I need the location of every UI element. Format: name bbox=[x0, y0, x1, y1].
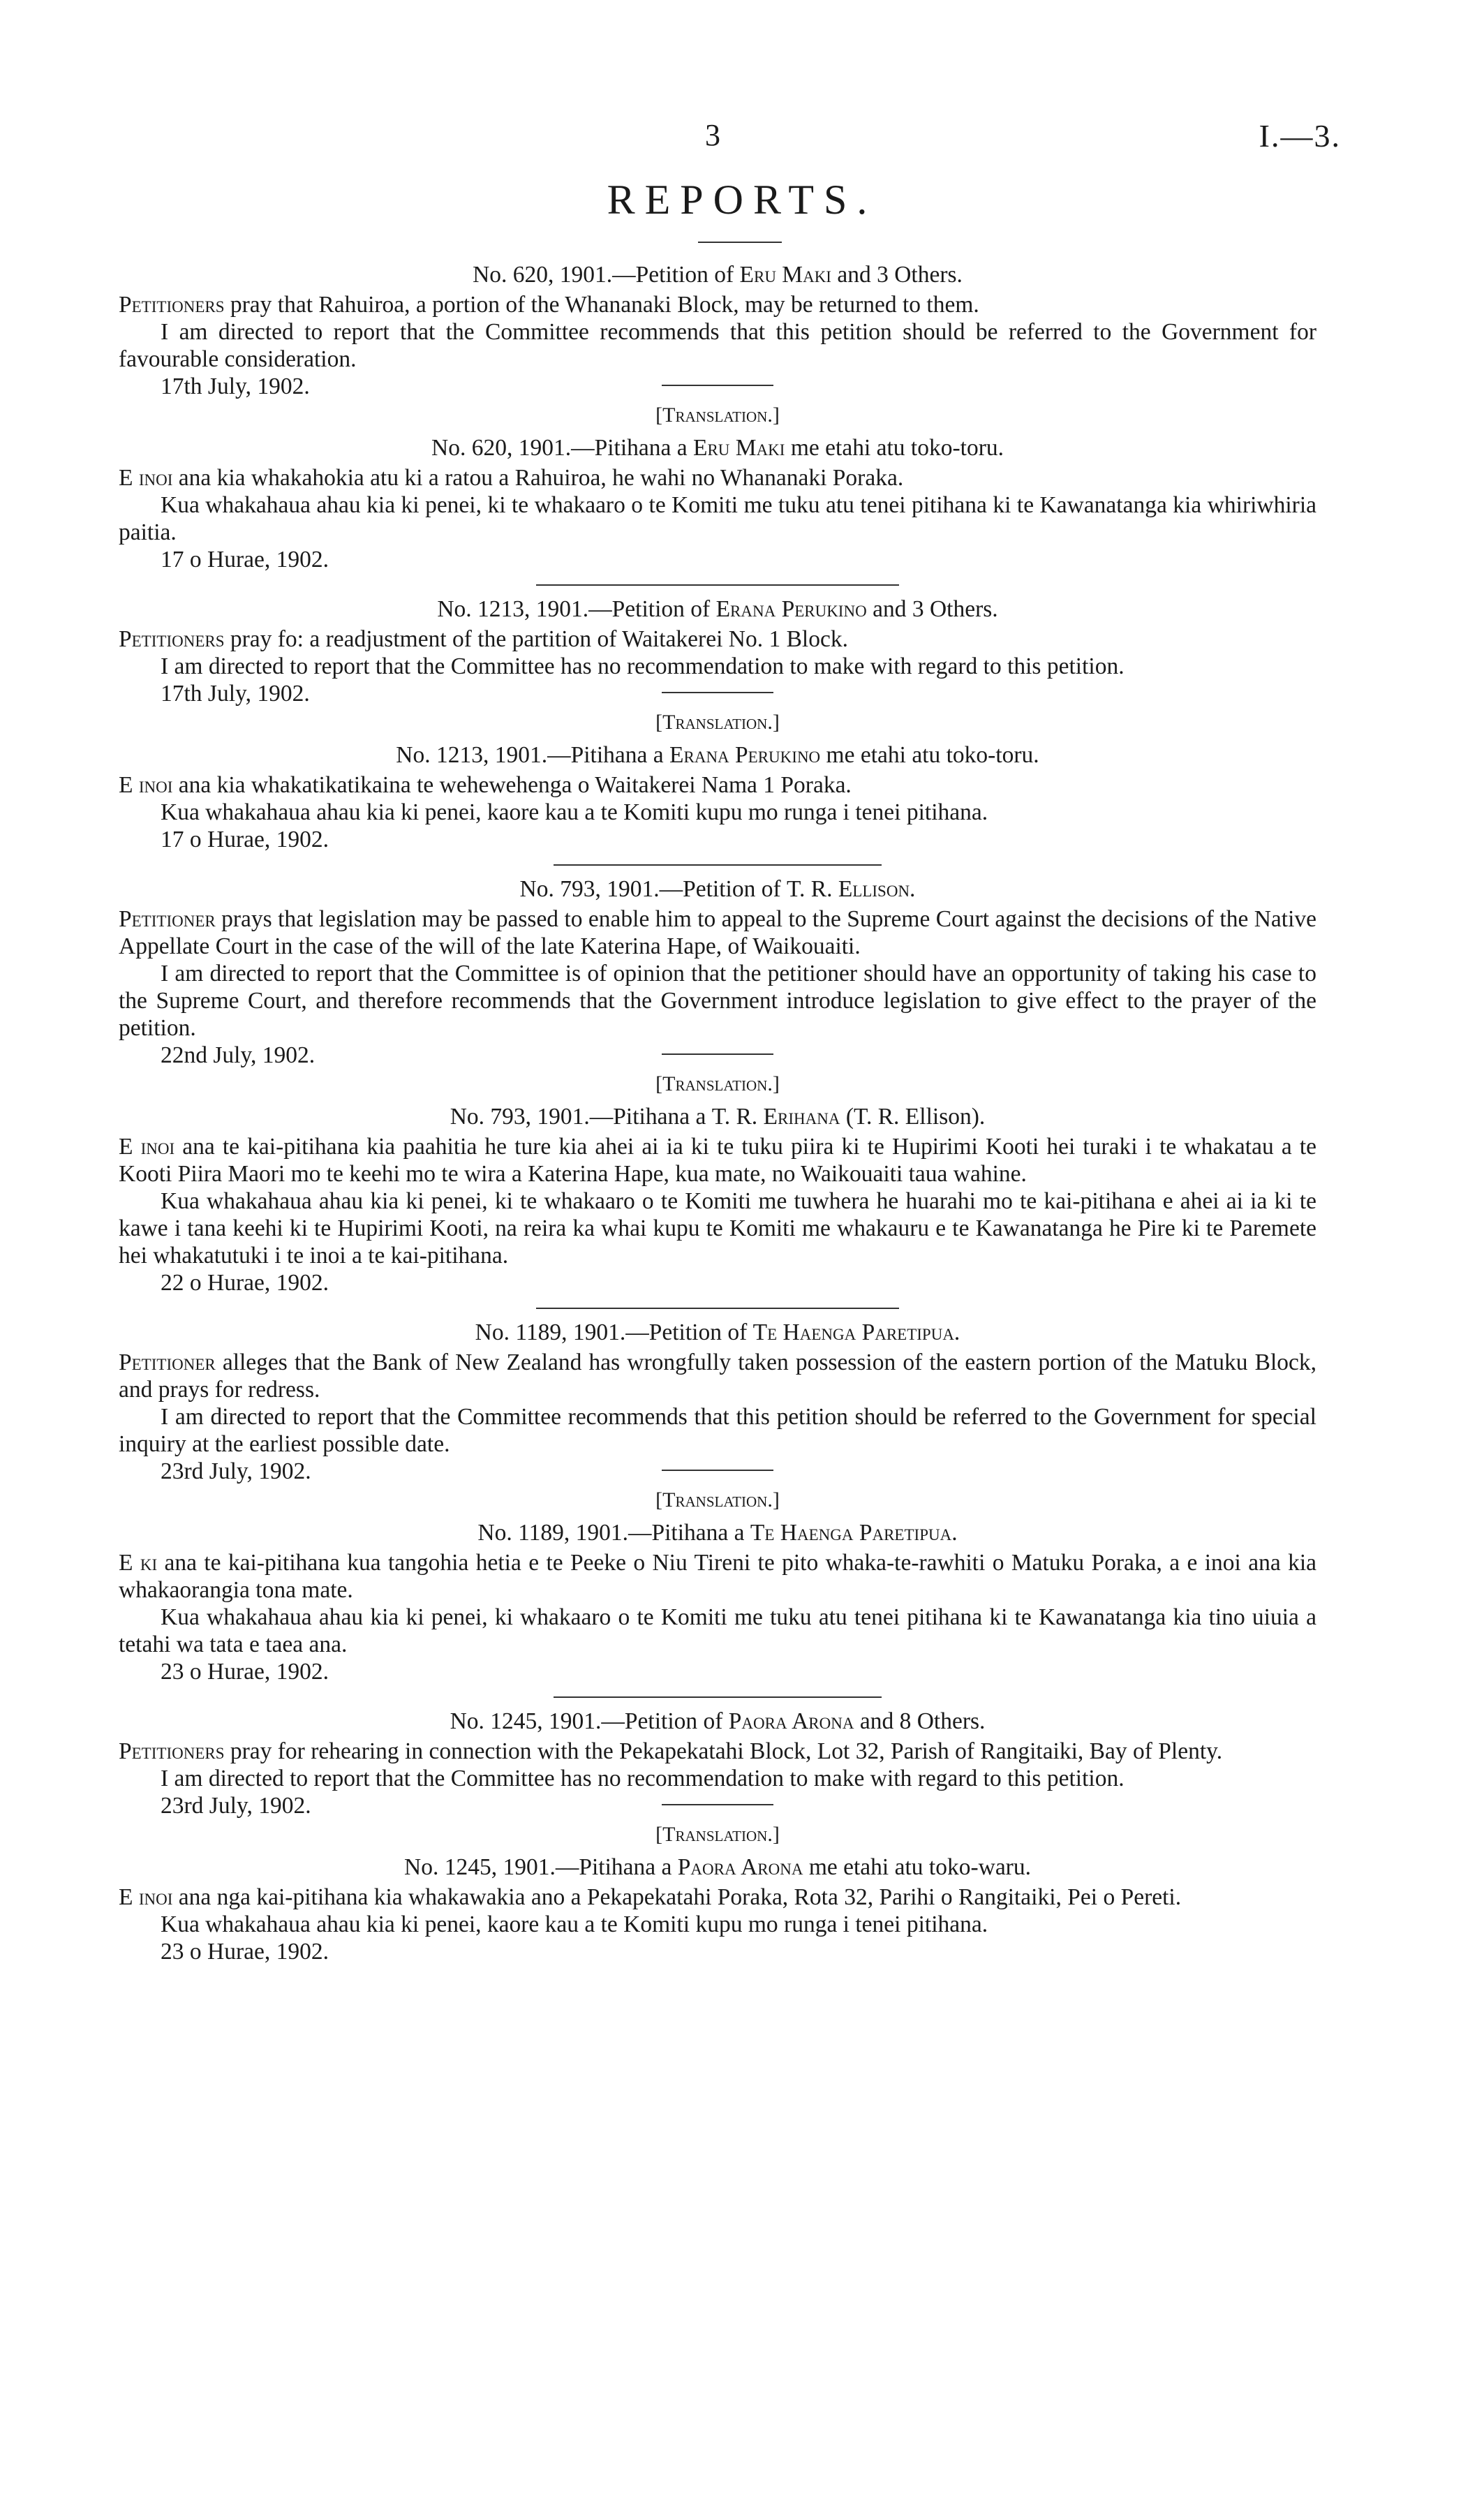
page-title: REPORTS. bbox=[607, 177, 877, 223]
summary-text: alleges that the Bank of New Zealand has wrongfully taken possession of the eastern portion of the Matuku Block, and prays for redress. bbox=[119, 1349, 1316, 1403]
petition-section bbox=[119, 261, 1316, 573]
summary-text: pray for rehearing in connection with the Pekapekatahi Block, Lot 32, Parish of Rangitaiki, Bay of Plenty. bbox=[230, 1738, 1223, 1764]
heading-suffix: and 3 Others. bbox=[837, 262, 963, 288]
tr-heading-suffix: me etahi atu toko-waru. bbox=[808, 1854, 1031, 1880]
heading-number: No. 620, 1901.—Petition of bbox=[473, 262, 734, 288]
section-divider bbox=[536, 1308, 899, 1309]
translation-heading bbox=[119, 1519, 1316, 1546]
heading-suffix: and 8 Others. bbox=[859, 1708, 986, 1734]
section-divider bbox=[554, 864, 882, 866]
translation-heading bbox=[119, 1103, 1316, 1130]
petition-heading bbox=[119, 1319, 1316, 1346]
heading-number: No. 1213, 1901.—Petition of bbox=[437, 596, 711, 622]
title-rule bbox=[698, 242, 782, 243]
short-rule bbox=[662, 1053, 773, 1055]
heading-number: No. 793, 1901.—Petition of bbox=[519, 876, 781, 902]
lead-word: Petitioner bbox=[119, 1349, 216, 1375]
translation-label bbox=[119, 1486, 1316, 1514]
tr-petitioner-name: Te Haenga Paretipua. bbox=[750, 1520, 958, 1546]
tr-summary-text: ana kia whakatikatikaina te wehewehenga o Waitakerei Nama 1 Poraka. bbox=[178, 772, 852, 798]
translation-heading bbox=[119, 1854, 1316, 1881]
tr-lead-word: E ki bbox=[119, 1550, 158, 1576]
petition-heading bbox=[119, 1708, 1316, 1735]
tr-heading-number: No. 1245, 1901.—Pitihana a bbox=[404, 1854, 672, 1880]
petition-heading bbox=[119, 261, 1316, 288]
translation-heading bbox=[119, 434, 1316, 461]
translation-label-text: [Translation.] bbox=[655, 711, 780, 734]
short-rule bbox=[662, 692, 773, 693]
translation-report: Kua whakahaua ahau kia ki penei, ki te whakaaro o te Komiti me tuku atu tenei pitihana ki te Kawanatanga kia whiriwhiria paitia. bbox=[119, 492, 1316, 545]
report-date: 22nd July, 1902. bbox=[161, 1042, 316, 1068]
translation-label bbox=[119, 1821, 1316, 1848]
translation-label-text: [Translation.] bbox=[655, 1488, 780, 1511]
section-divider bbox=[536, 584, 899, 586]
petition-summary bbox=[119, 626, 1316, 653]
report-date: 17th July, 1902. bbox=[161, 374, 310, 399]
translation-date: 17 o Hurae, 1902. bbox=[161, 827, 329, 852]
lead-word: Petitioners bbox=[119, 1738, 225, 1764]
heading-number: No. 1189, 1901.—Petition of bbox=[475, 1319, 748, 1345]
translation-label bbox=[119, 709, 1316, 736]
tr-heading-number: No. 1213, 1901.—Pitihana a bbox=[396, 742, 664, 768]
tr-heading-suffix: me etahi atu toko-toru. bbox=[790, 435, 1004, 461]
summary-text: prays that legislation may be passed to enable him to appeal to the Supreme Court against the decisions of the Native Appellate Court in the case of the will of the late Katerina Hape, of Waikouaiti. bbox=[119, 906, 1317, 959]
translation-label-text: [Translation.] bbox=[655, 1072, 780, 1095]
tr-petitioner-name: Erana Perukino bbox=[669, 742, 821, 768]
summary-text: pray that Rahuiroa, a portion of the Whananaki Block, may be returned to them. bbox=[230, 292, 979, 318]
translation-report: Kua whakahaua ahau kia ki penei, kaore kau a te Komiti kupu mo runga i tenei pitihana. bbox=[161, 799, 988, 825]
petitioner-name: T. R. Ellison. bbox=[787, 876, 916, 902]
petitioner-name: Te Haenga Paretipua. bbox=[752, 1319, 960, 1345]
tr-lead-word: E inoi bbox=[119, 1884, 173, 1910]
translation-date: 22 o Hurae, 1902. bbox=[161, 1270, 329, 1296]
petitioner-name: Erana Perukino bbox=[715, 596, 867, 622]
page-number: 3 bbox=[705, 118, 720, 152]
committee-report: I am directed to report that the Committee recommends that this petition should be referred to the Government for favourable consideration. bbox=[119, 319, 1316, 372]
report-date: 23rd July, 1902. bbox=[161, 1793, 311, 1819]
translation-label bbox=[119, 1070, 1316, 1097]
petition-section bbox=[119, 1319, 1316, 1685]
short-rule bbox=[662, 385, 773, 386]
tr-heading-suffix: (T. R. Ellison). bbox=[845, 1104, 986, 1130]
committee-report: I am directed to report that the Committee has no recommendation to make with regard to this petition. bbox=[161, 653, 1125, 679]
translation-date: 23 o Hurae, 1902. bbox=[161, 1939, 329, 1965]
translation-label bbox=[119, 401, 1316, 429]
section-divider bbox=[554, 1696, 882, 1698]
short-rule bbox=[662, 1470, 773, 1471]
petition-heading bbox=[119, 875, 1316, 903]
committee-report: I am directed to report that the Committee has no recommendation to make with regard to this petition. bbox=[161, 1766, 1125, 1791]
translation-summary bbox=[119, 1133, 1316, 1188]
petition-section bbox=[119, 1708, 1316, 1965]
petitioner-name: Paora Arona bbox=[728, 1708, 854, 1734]
tr-summary-text: ana nga kai-pitihana kia whakawakia ano a Pekapekatahi Poraka, Rota 32, Parihi o Rangitaiki, Pei o Pereti. bbox=[178, 1884, 1182, 1910]
lead-word: Petitioner bbox=[119, 906, 216, 932]
petition-summary bbox=[119, 1738, 1316, 1765]
tr-summary-text: ana kia whakahokia atu ki a ratou a Rahuiroa, he wahi no Whananaki Poraka. bbox=[178, 465, 904, 491]
tr-heading-number: No. 620, 1901.—Pitihana a bbox=[431, 435, 688, 461]
translation-summary bbox=[119, 1549, 1316, 1604]
translation-heading bbox=[119, 741, 1316, 769]
petition-section bbox=[119, 875, 1316, 1296]
tr-heading-number: No. 793, 1901.—Pitihana a bbox=[450, 1104, 706, 1130]
tr-heading-number: No. 1189, 1901.—Pitihana a bbox=[477, 1520, 745, 1546]
heading-number: No. 1245, 1901.—Petition of bbox=[450, 1708, 723, 1734]
document-reference: I.—3. bbox=[1259, 118, 1341, 154]
tr-petitioner-name: Eru Maki bbox=[693, 435, 785, 461]
tr-lead-word: E inoi bbox=[119, 772, 173, 798]
translation-label-text: [Translation.] bbox=[655, 1823, 780, 1846]
tr-petitioner-name: T. R. Erihana bbox=[711, 1104, 840, 1130]
tr-lead-word: E inoi bbox=[119, 1134, 175, 1160]
tr-summary-text: ana te kai-pitihana kua tangohia hetia e te Peeke o Niu Tireni te pito whaka-te-rawhiti o Matuku Poraka, a e inoi ana kia whakaorangia tona mate. bbox=[119, 1550, 1317, 1603]
lead-word: Petitioners bbox=[119, 292, 225, 318]
report-date: 23rd July, 1902. bbox=[161, 1458, 311, 1484]
report-date: 17th July, 1902. bbox=[161, 681, 310, 707]
petition-summary bbox=[119, 905, 1316, 960]
tr-heading-suffix: me etahi atu toko-toru. bbox=[826, 742, 1039, 768]
translation-summary bbox=[119, 1884, 1316, 1911]
committee-report: I am directed to report that the Committee recommends that this petition should be referred to the Government for special inquiry at the earliest possible date. bbox=[119, 1404, 1316, 1457]
translation-report: Kua whakahaua ahau kia ki penei, kaore kau a te Komiti kupu mo runga i tenei pitihana. bbox=[161, 1911, 988, 1937]
translation-label-text: [Translation.] bbox=[655, 404, 780, 427]
petition-section bbox=[119, 596, 1316, 853]
committee-report: I am directed to report that the Committee is of opinion that the petitioner should have an opportunity of taking his case to the Supreme Court, and therefore recommends that the Government introduce legislation to give effect to the prayer of the petition. bbox=[119, 961, 1316, 1041]
translation-summary bbox=[119, 771, 1316, 799]
translation-report: Kua whakahaua ahau kia ki penei, ki te whakaaro o te Komiti me tuwhera he huarahi mo te kai-pitihana e ahei ai ia ki te kawe i tana keehi ki te Hupirimi Kooti, na reira ka whai kupu te Komiti me whakauru e te Kawanatanga he Pire ki te Paremete hei whakatutuki i te inoi a te kai-pitihana. bbox=[119, 1188, 1316, 1269]
tr-petitioner-name: Paora Arona bbox=[677, 1854, 803, 1880]
petition-summary bbox=[119, 1349, 1316, 1403]
translation-date: 23 o Hurae, 1902. bbox=[161, 1659, 329, 1685]
petition-summary bbox=[119, 291, 1316, 318]
reports-body bbox=[119, 257, 1316, 1965]
short-rule bbox=[662, 1804, 773, 1805]
petitioner-name: Eru Maki bbox=[739, 262, 831, 288]
tr-summary-text: ana te kai-pitihana kia paahitia he ture kia ahei ai ia ki te tuku piira ki te Hupirimi Kooti hei turaki i te whakatau a te Kooti Piira Maori mo te keehi mo te wira a Katerina Hape, kua mate, no Waikouaiti taua wahine. bbox=[119, 1134, 1317, 1187]
translation-report: Kua whakahaua ahau kia ki penei, ki whakaaro o te Komiti me tuku atu tenei pitihana ki te Kawanatanga kia tino uiuia a tetahi wa tata e taea ana. bbox=[119, 1604, 1316, 1657]
lead-word: Petitioners bbox=[119, 626, 225, 652]
translation-date: 17 o Hurae, 1902. bbox=[161, 547, 329, 572]
heading-suffix: and 3 Others. bbox=[873, 596, 998, 622]
summary-text: pray fo: a readjustment of the partition of Waitakerei No. 1 Block. bbox=[230, 626, 848, 652]
tr-lead-word: E inoi bbox=[119, 465, 173, 491]
petition-heading bbox=[119, 596, 1316, 623]
translation-summary bbox=[119, 464, 1316, 491]
